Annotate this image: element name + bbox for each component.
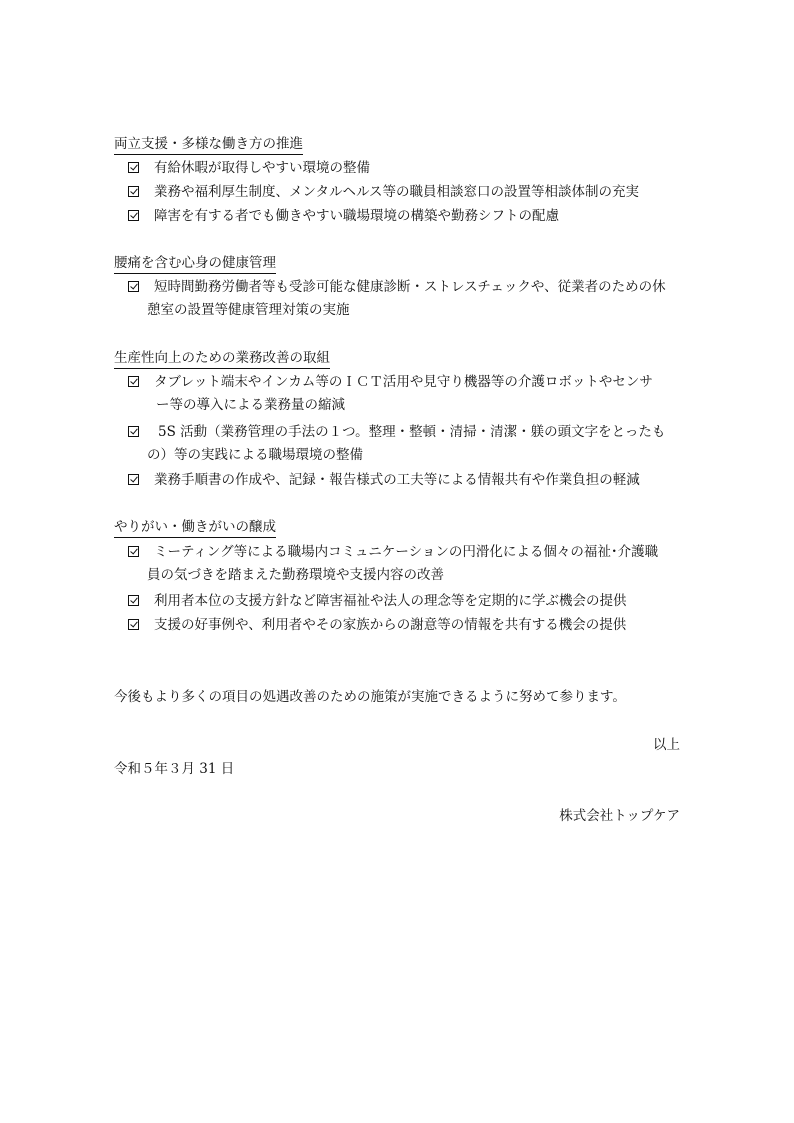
checklist-item: 業務や福利厚生制度、メンタルヘルス等の職員相談窓口の設置等相談体制の充実 [128,181,688,204]
checklist-item: 利用者本位の支援方針など障害福祉や法人の理念等を定期的に学ぶ機会の提供 [128,590,688,613]
company-name: 株式会社トップケア [559,808,680,824]
checklist-item: ミーティング等による職場内コミュニケーションの円滑化による個々の福祉･介護職 員の気づきを踏まえた勤務環境や支援内容の改善 [128,541,688,587]
section-heading-health: 腰痛を含む心身の健康管理 [114,255,276,274]
checklist-item: 障害を有する者でも働きやすい職場環境の構築や勤務シフトの配慮 [128,205,688,228]
checked-box-icon [128,186,139,197]
closing-statement: 今後もより多くの項目の処遇改善のための施策が実施できるように努めて参ります。 [114,689,626,705]
checked-box-icon [128,546,139,557]
checklist-item: 5S 活動（業務管理の手法の１つ。整理・整頓・清掃・清潔・躾の頭文字をとったも の）等の実践による職場環境の整備 [128,421,688,467]
section-heading-work-style: 両立支援・多様な働き方の推進 [114,136,303,155]
checklist-item: 有給休暇が取得しやすい環境の整備 [128,157,688,180]
checked-box-icon [128,474,139,485]
checklist-item: 業務手順書の作成や、記録・報告様式の工夫等による情報共有や作業負担の軽減 [128,469,688,492]
checked-box-icon [128,595,139,606]
end-mark: 以上 [653,737,680,753]
checked-box-icon [128,426,139,437]
checked-box-icon [128,210,139,221]
checked-box-icon [128,162,139,173]
section-heading-motivation: やりがい・働きがいの醸成 [114,519,276,538]
checked-box-icon [128,281,139,292]
checklist-item: 短時間勤務労働者等も受診可能な健康診断・ストレスチェックや、従業者のための休 憩室の設置等健康管理対策の実施 [128,276,688,322]
document-date: 令和５年３月 31 日 [114,761,235,777]
checklist-item: タブレット端末やインカム等のＩＣＴ活用や見守り機器等の介護ロボットやセンサ ー等の導入による業務量の縮減 [128,371,688,417]
section-heading-productivity: 生産性向上のための業務改善の取組 [114,350,330,369]
checklist-item: 支援の好事例や、利用者やその家族からの謝意等の情報を共有する機会の提供 [128,614,688,637]
checked-box-icon [128,619,139,630]
checked-box-icon [128,376,139,387]
